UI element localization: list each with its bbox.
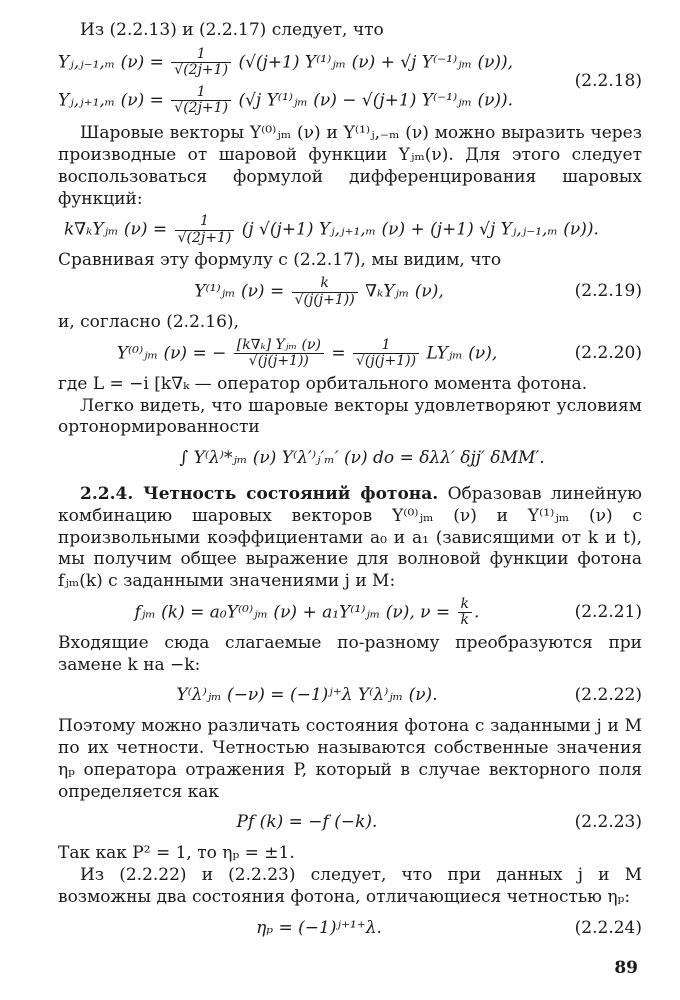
equation-2-2-18 (58, 44, 642, 120)
fraction: $\frac{1}{√(2j+1)}$ (171, 47, 231, 79)
eq-lhs: Y⁽⁰⁾ⱼₘ (ν) = − (116, 343, 227, 364)
page-number: 89 (614, 958, 638, 979)
paragraph-two-states: Из (2.2.22) и (2.2.23) следует, что при данных j и M возможны два состояния фотона, отличающиеся четностью ηₚ: (58, 865, 642, 907)
equation-2-2-21: fⱼₘ (k) = a₀Y⁽⁰⁾ⱼₘ (ν) + a₁Y⁽¹⁾ⱼₘ (ν), ν = $\frac{k}{k}$ . (2.2.21) (134, 595, 642, 629)
section-title: 2.2.4. Четность состояний фотона. (80, 484, 439, 505)
equation-2-2-18-line-1 (58, 44, 552, 82)
equation-number: (2.2.18) (574, 70, 642, 91)
paragraph-spherical-vectors: Шаровые векторы Y⁽⁰⁾ⱼₘ (ν) и Y⁽¹⁾ⱼ,₋ₘ (ν) можно выразить через производные от шаровой функции Yⱼₘ(ν). Для этого следует воспользоваться формулой дифференцирования шаровых функций: (58, 123, 642, 209)
equation-2-2-19 (58, 275, 642, 309)
equation-2-2-20 (58, 337, 642, 371)
paragraph-transform: Входящие сюда слагаемые по-разному преобразуются при замене k на −k: (58, 632, 642, 675)
paragraph-orthonormality: Легко видеть, что шаровые векторы удовлетворяют условиям ортонормированности (58, 395, 642, 438)
equation-2-2-18-line-2 (58, 82, 552, 120)
equation-number: (2.2.23) (574, 812, 642, 833)
eq-rhs: ∇ₖYⱼₘ (ν), (365, 281, 444, 302)
equation-2-2-22: Y⁽λ⁾ⱼₘ (−ν) = (−1)ʲ⁺λ Y⁽λ⁾ⱼₘ (ν). (2.2.22) (176, 685, 642, 706)
fraction: $\frac{k}{√(j(j+1))}$ (292, 276, 358, 308)
equation-2-2-24: ηₚ = (−1)ʲ⁺¹⁺λ. (2.2.24) (256, 917, 642, 938)
fraction: $\frac{k}{k}$ (458, 597, 472, 629)
fraction: $\frac{1}{√(j(j+1))}$ (353, 338, 419, 370)
eq-lhs: Yⱼ,ⱼ₊₁,ₘ (ν) = (58, 89, 164, 110)
paragraph-p-squared: Так как P² = 1, то ηₚ = ±1. (58, 843, 295, 864)
eq-lhs: fⱼₘ (k) = a₀Y⁽⁰⁾ⱼₘ (ν) + a₁Y⁽¹⁾ⱼₘ (ν), ν = (134, 602, 451, 623)
paragraph-operator: где L = −i [k∇ₖ — оператор орбитального момента фотона. (58, 373, 588, 394)
paragraph-parity-definition: Поэтому можно различать состояния фотона с заданными j и M по их четности. Четностью называются собственные значения ηₚ оператора отражения P, который в случае векторного поля определяется как (58, 716, 642, 802)
equation-differentiation (58, 213, 642, 247)
paragraph-comparison: Сравнивая эту формулу с (2.2.17), мы видим, что (58, 250, 502, 271)
paragraph-according: и, согласно (2.2.16), (58, 312, 239, 333)
eq-rhs: (j √(j+1) Yⱼ,ⱼ₊₁,ₘ (ν) + (j+1) √j Yⱼ,ⱼ₋₁,ₘ (ν)). (241, 219, 599, 240)
paragraph-intro: Из (2.2.13) и (2.2.17) следует, что (80, 20, 384, 40)
eq-lhs: k∇ₖYⱼₘ (ν) = (64, 219, 168, 240)
equation-orthonormality: ∫ Y⁽λ⁾*ⱼₘ (ν) Y⁽λ′⁾ⱼ′ₘ′ (ν) do = δλλ′ δjj′ δMM′. (179, 448, 545, 469)
eq-lhs: Y⁽¹⁾ⱼₘ (ν) = (194, 281, 285, 302)
equation-number: (2.2.19) (574, 281, 642, 302)
section-body: Образовав линейную комбинацию шаровых векторов Y⁽⁰⁾ⱼₘ (ν) и Y⁽¹⁾ⱼₘ (ν) с произвольными коэффициентами a₀ и a₁ (зависящими от k и t), мы получим общее выражение для волновой функции фотона fⱼₘ(k) с заданными значениями j и M: (58, 484, 642, 592)
equation-number: (2.2.21) (574, 601, 642, 622)
eq-equals: = (331, 343, 346, 364)
equation-number: (2.2.20) (574, 342, 642, 363)
equation-2-2-23: Pf (k) = −f (−k). (2.2.23) (236, 812, 642, 833)
fraction: $\frac{\text{[k∇ₖ] Yⱼₘ (ν)}}{√(j(j+1))}$ (234, 338, 324, 370)
eq-lhs: Yⱼ,ⱼ₋₁,ₘ (ν) = (58, 52, 164, 73)
fraction: $\frac{1}{√(2j+1)}$ (171, 85, 231, 117)
eq-rhs: (√j Y⁽¹⁾ⱼₘ (ν) − √(j+1) Y⁽⁻¹⁾ⱼₘ (ν)). (238, 89, 514, 110)
fraction: $\frac{1}{√(2j+1)}$ (175, 214, 235, 246)
eq-rhs: LYⱼₘ (ν), (426, 343, 498, 364)
section-parity (58, 484, 642, 593)
equation-number: (2.2.24) (574, 917, 642, 938)
eq-rhs: (√(j+1) Y⁽¹⁾ⱼₘ (ν) + √j Y⁽⁻¹⁾ⱼₘ (ν)), (238, 52, 514, 73)
equation-number: (2.2.22) (574, 685, 642, 706)
